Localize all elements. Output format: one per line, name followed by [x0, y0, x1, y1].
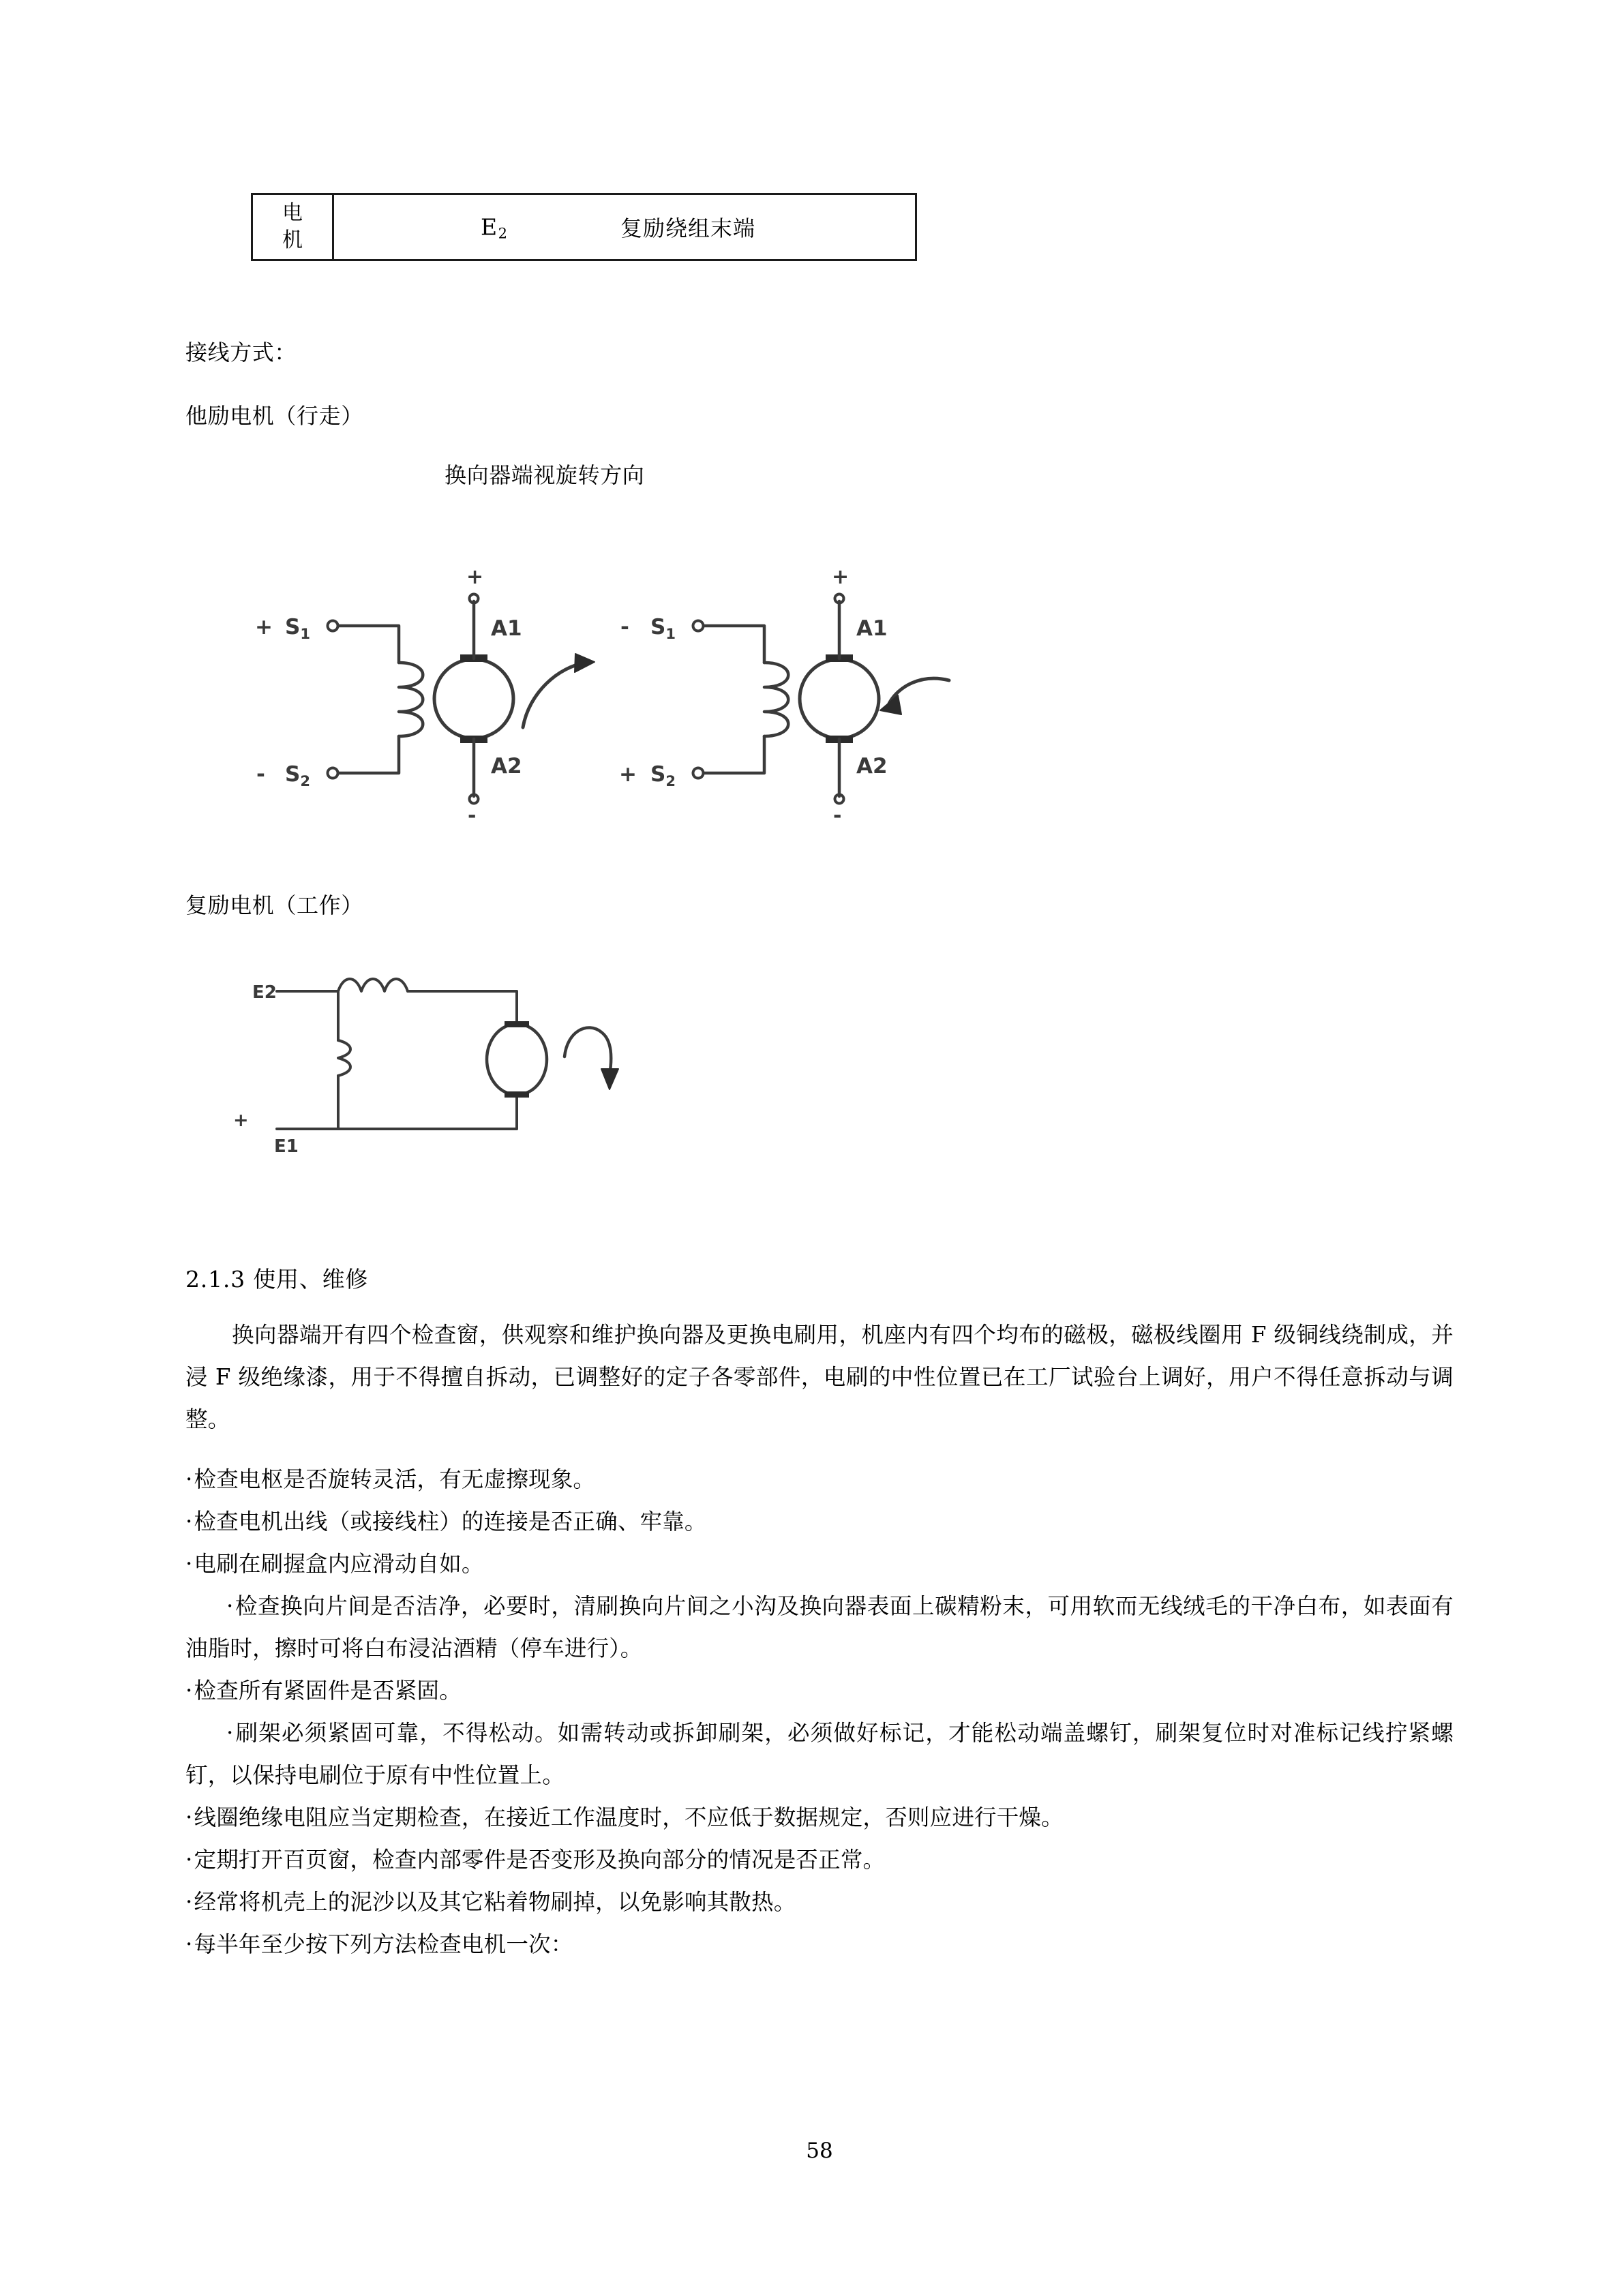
- fig2-armature-top-label: A1: [856, 616, 888, 641]
- fig3-terminal-bottom-label: E1: [274, 1136, 299, 1157]
- fig1-armature-top-sign: +: [466, 565, 484, 589]
- fig1-terminal-2-sign: -: [256, 762, 265, 787]
- figure-separately-excited-motors: [226, 559, 990, 828]
- bullet-text: 经常将机壳上的泥沙以及其它粘着物刷掉，以免影响其散热。: [194, 1889, 796, 1915]
- bullet-item-4: [185, 1586, 1454, 1670]
- bullet-dot: ·: [226, 1593, 234, 1619]
- fig2-armature-bottom-label: A2: [856, 754, 888, 779]
- bullet-dot: ·: [185, 1931, 193, 1957]
- motor-terminal-table: [251, 193, 917, 261]
- fig2-terminal-2-sign: +: [619, 762, 637, 787]
- section-heading: 2.1.3 使用、维修: [185, 1266, 369, 1293]
- motor-label-char-1: 电: [282, 201, 303, 226]
- table-cell-motor-label: [252, 194, 333, 260]
- fig2-terminal-1-sign: -: [620, 615, 629, 639]
- bullet-dot: ·: [226, 1720, 234, 1746]
- bullet-dot: ·: [185, 1804, 193, 1830]
- bullet-dot: ·: [185, 1509, 193, 1535]
- bullet-text: 检查电枢是否旋转灵活，有无虚擦现象。: [194, 1466, 596, 1492]
- bullet-item-1: [185, 1459, 595, 1501]
- bullet-item-2: [185, 1501, 707, 1543]
- view-direction-label: 换向器端视旋转方向: [445, 462, 645, 488]
- bullet-text: 电刷在刷握盒内应滑动自如。: [194, 1551, 484, 1577]
- fig1-armature-bottom-sign: -: [468, 804, 477, 828]
- fig1-armature-bottom-label: A2: [491, 754, 522, 779]
- bullet-item-6: [185, 1712, 1454, 1797]
- bullet-dot: ·: [185, 1678, 193, 1704]
- bullet-text: 每半年至少按下列方法检查电机一次：: [194, 1931, 573, 1957]
- table-row: [252, 194, 916, 260]
- fig3-polarity-sign: +: [233, 1110, 249, 1131]
- fig2-terminal-1-label: $S_1$: [650, 615, 676, 642]
- bullet-dot: ·: [185, 1551, 193, 1577]
- bullet-dot: ·: [185, 1466, 193, 1492]
- bullet-item-9: [185, 1882, 796, 1924]
- fig2-armature-top-sign: +: [832, 565, 849, 589]
- fig3-terminal-top-label: E2: [252, 982, 277, 1003]
- bullet-item-7: [185, 1797, 1064, 1839]
- wiring-method-label: 接线方式：: [185, 339, 297, 365]
- section-paragraph: 换向器端开有四个检查窗，供观察和维护换向器及更换电刷用，机座内有四个均布的磁极，磁极线圈用 F 级铜线绕制成，并浸 F 级绝缘漆，用于不得擅自拆动，已调整好的定子各零部件，电刷的中性位置已在工厂试验台上调好，用户不得任意拆动与调整。: [185, 1322, 1454, 1432]
- bullet-text: 检查所有紧固件是否紧固。: [194, 1678, 462, 1704]
- fig1-terminal-1-label: $S_1$: [285, 615, 310, 642]
- page-number: 58: [806, 2139, 833, 2163]
- figure-compound-motor: [233, 954, 620, 1157]
- compound-motor-label: 复励电机（工作）: [185, 892, 363, 918]
- bullet-item-10: [185, 1924, 573, 1966]
- terminal-code-subscript: 2: [498, 225, 508, 242]
- separately-excited-motor-label: 他励电机（行走）: [185, 403, 363, 429]
- fig1-terminal-1-sign: +: [255, 615, 273, 639]
- bullet-text: 检查换向片间是否洁净，必要时，清刷换向片间之小沟及换向器表面上碳精粉末，可用软而无线绒毛的干净白布，如表面有油脂时，擦时可将白布浸沾酒精（停车进行）。: [185, 1593, 1454, 1661]
- bullet-text: 检查电机出线（或接线柱）的连接是否正确、牢靠。: [194, 1509, 707, 1535]
- motor-label-char-2: 机: [282, 228, 303, 252]
- bullet-text: 定期打开百页窗，检查内部零件是否变形及换向部分的情况是否正常。: [194, 1847, 886, 1873]
- terminal-code-letter: E: [481, 213, 498, 241]
- table-cell-terminal-info: [333, 194, 916, 260]
- fig2-terminal-2-label: $S_2$: [650, 762, 676, 789]
- bullet-dot: ·: [185, 1889, 193, 1915]
- terminal-code: [481, 214, 507, 241]
- bullet-item-5: [185, 1670, 462, 1712]
- page-content: [185, 0, 1454, 2296]
- fig1-armature-top-label: A1: [491, 616, 522, 641]
- fig1-terminal-2-label: $S_2$: [285, 762, 310, 789]
- bullet-text: 线圈绝缘电阻应当定期检查，在接近工作温度时，不应低于数据规定，否则应进行干燥。: [194, 1804, 1064, 1830]
- bullet-text: 刷架必须紧固可靠，不得松动。如需转动或拆卸刷架，必须做好标记，才能松动端盖螺钉，刷架复位时对准标记线拧紧螺钉，以保持电刷位于原有中性位置上。: [185, 1720, 1454, 1788]
- bullet-dot: ·: [185, 1847, 193, 1873]
- bullet-item-3: [185, 1543, 484, 1586]
- terminal-description: 复励绕组末端: [620, 215, 756, 241]
- fig2-armature-bottom-sign: -: [833, 804, 842, 828]
- bullet-item-8: [185, 1839, 885, 1882]
